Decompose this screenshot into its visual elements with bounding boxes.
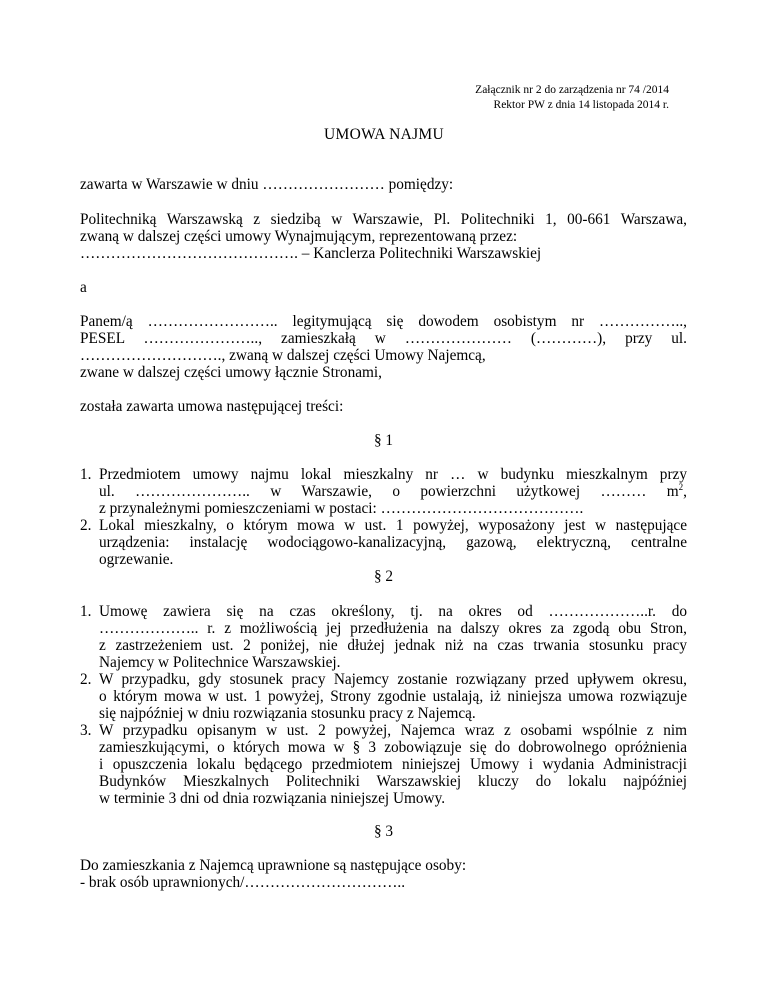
item-line: w terminie 3 dni od dnia rozwiązania niniejszej Umowy. [99, 790, 446, 807]
party-2-line-1: Panem/ą …………………….. legitymującą się dowodem osobistym nr …………….., [80, 313, 687, 330]
party-2-line-4: zwane w dalszej części umowy łącznie Stronami, [80, 364, 382, 381]
section-3-heading: § 3 [373, 823, 394, 840]
party-2-line-3: ………………………., zwaną w dalszej części Umowy Najemcą, [80, 347, 486, 364]
annex-line-2: Rektor PW z dnia 14 listopada 2014 r. [493, 99, 669, 111]
party-1-line-3: ……………………………………. – Kanclerza Politechniki Warszawskiej [80, 245, 542, 262]
annex-note [475, 83, 669, 113]
intro-line: zawarta w Warszawie w dniu …………………… pomiędzy: [80, 176, 454, 193]
item-line: ……………….. r. z możliwością jej przedłużenia na dalszy okres za zgodą obu Stron, [99, 620, 687, 637]
item-line: W przypadku, gdy stosunek pracy Najemcy zostanie rozwiązany przed upływem okresu, [99, 671, 687, 688]
item-line: się najpóźniej w dniu rozwiązania stosunku pracy z Najemcą. [99, 705, 476, 722]
section-2-item-3 [80, 722, 687, 807]
item-line: Budynków Mieszkalnych Politechniki Warszawskiej kluczy do lokalu najpóźniej [99, 773, 687, 790]
item-line: urządzenia: instalację wodociągowo-kanalizacyjną, gazową, elektryczną, centralne [99, 534, 687, 551]
item-line: Przedmiotem umowy najmu lokal mieszkalny nr … w budynku mieszkalnym przy [99, 466, 687, 483]
document-title: UMOWA NAJMU [324, 126, 444, 143]
item-number: 1. [80, 466, 92, 483]
section-3-block [80, 857, 687, 891]
item-number: 3. [80, 722, 92, 739]
section-2-heading: § 2 [373, 568, 394, 585]
item-number: 2. [80, 671, 92, 688]
item-line: i opuszczenia lokalu będącego przedmiotem niniejszej Umowy i wydania Administracji [99, 756, 687, 773]
concluded-line: została zawarta umowa następującej treści: [80, 398, 344, 415]
item-line-with-unit [80, 483, 687, 500]
item-line: Najemcy w Politechnice Warszawskiej. [99, 654, 341, 671]
section-1-item-1 [80, 466, 687, 517]
item-line: W przypadku opisanym w ust. 2 powyżej, Najemca wraz z osobami wspólnie z nim [99, 722, 687, 739]
superscript-2: 2 [678, 482, 684, 492]
item-line: o którym mowa w ust. 1 powyżej, Strony zgodnie ustalają, iż niniejsza umowa rozwiązuje [99, 688, 687, 705]
section-3-line-1: Do zamieszkania z Najemcą uprawnione są następujące osoby: [80, 857, 467, 874]
item-number: 1. [80, 603, 92, 620]
item-number: 2. [80, 517, 92, 534]
and-word: a [80, 279, 87, 296]
item-line-text: ul. ………………….. w Warszawie, o powierzchni użytkowej ……… m [99, 483, 679, 500]
party-1-line-2: zwaną w dalszej części umowy Wynajmującym, reprezentowaną przez: [80, 228, 518, 245]
party-2-line-2: PESEL ………………….., zamieszkałą w ………………… (…………), przy ul. [80, 330, 687, 347]
item-line: Umowę zawiera się na czas określony, tj. na okres od ………………..r. do [99, 603, 687, 620]
section-2-item-2 [80, 671, 687, 722]
party-1-line-1: Politechniką Warszawską z siedzibą w Warszawie, Pl. Politechniki 1, 00-661 Warszawa, [80, 211, 687, 228]
item-line: Lokal mieszkalny, o którym mowa w ust. 1 powyżej, wyposażony jest w następujące [99, 517, 687, 534]
annex-line-1: Załącznik nr 2 do zarządzenia nr 74 /2014 [475, 84, 669, 96]
section-1-heading: § 1 [373, 432, 394, 449]
item-line: z przynależnymi pomieszczeniami w postaci: …………………………………. [99, 500, 584, 517]
section-1-item-2 [80, 517, 687, 568]
item-line: z zastrzeżeniem ust. 2 poniżej, nie dłużej jednak niż na czas trwania stosunku pracy [99, 637, 687, 654]
section-3-line-2: - brak osób uprawnionych/………………………….. [80, 874, 406, 891]
section-2-item-1 [80, 603, 687, 671]
party-2-block [80, 313, 687, 381]
item-line: zamieszkującymi, o których mowa w § 3 zobowiązuje się do dobrowolnego opróżnienia [99, 739, 687, 756]
item-line: ogrzewanie. [99, 551, 174, 568]
party-1-block [80, 211, 687, 262]
item-line-comma: , [683, 483, 687, 500]
